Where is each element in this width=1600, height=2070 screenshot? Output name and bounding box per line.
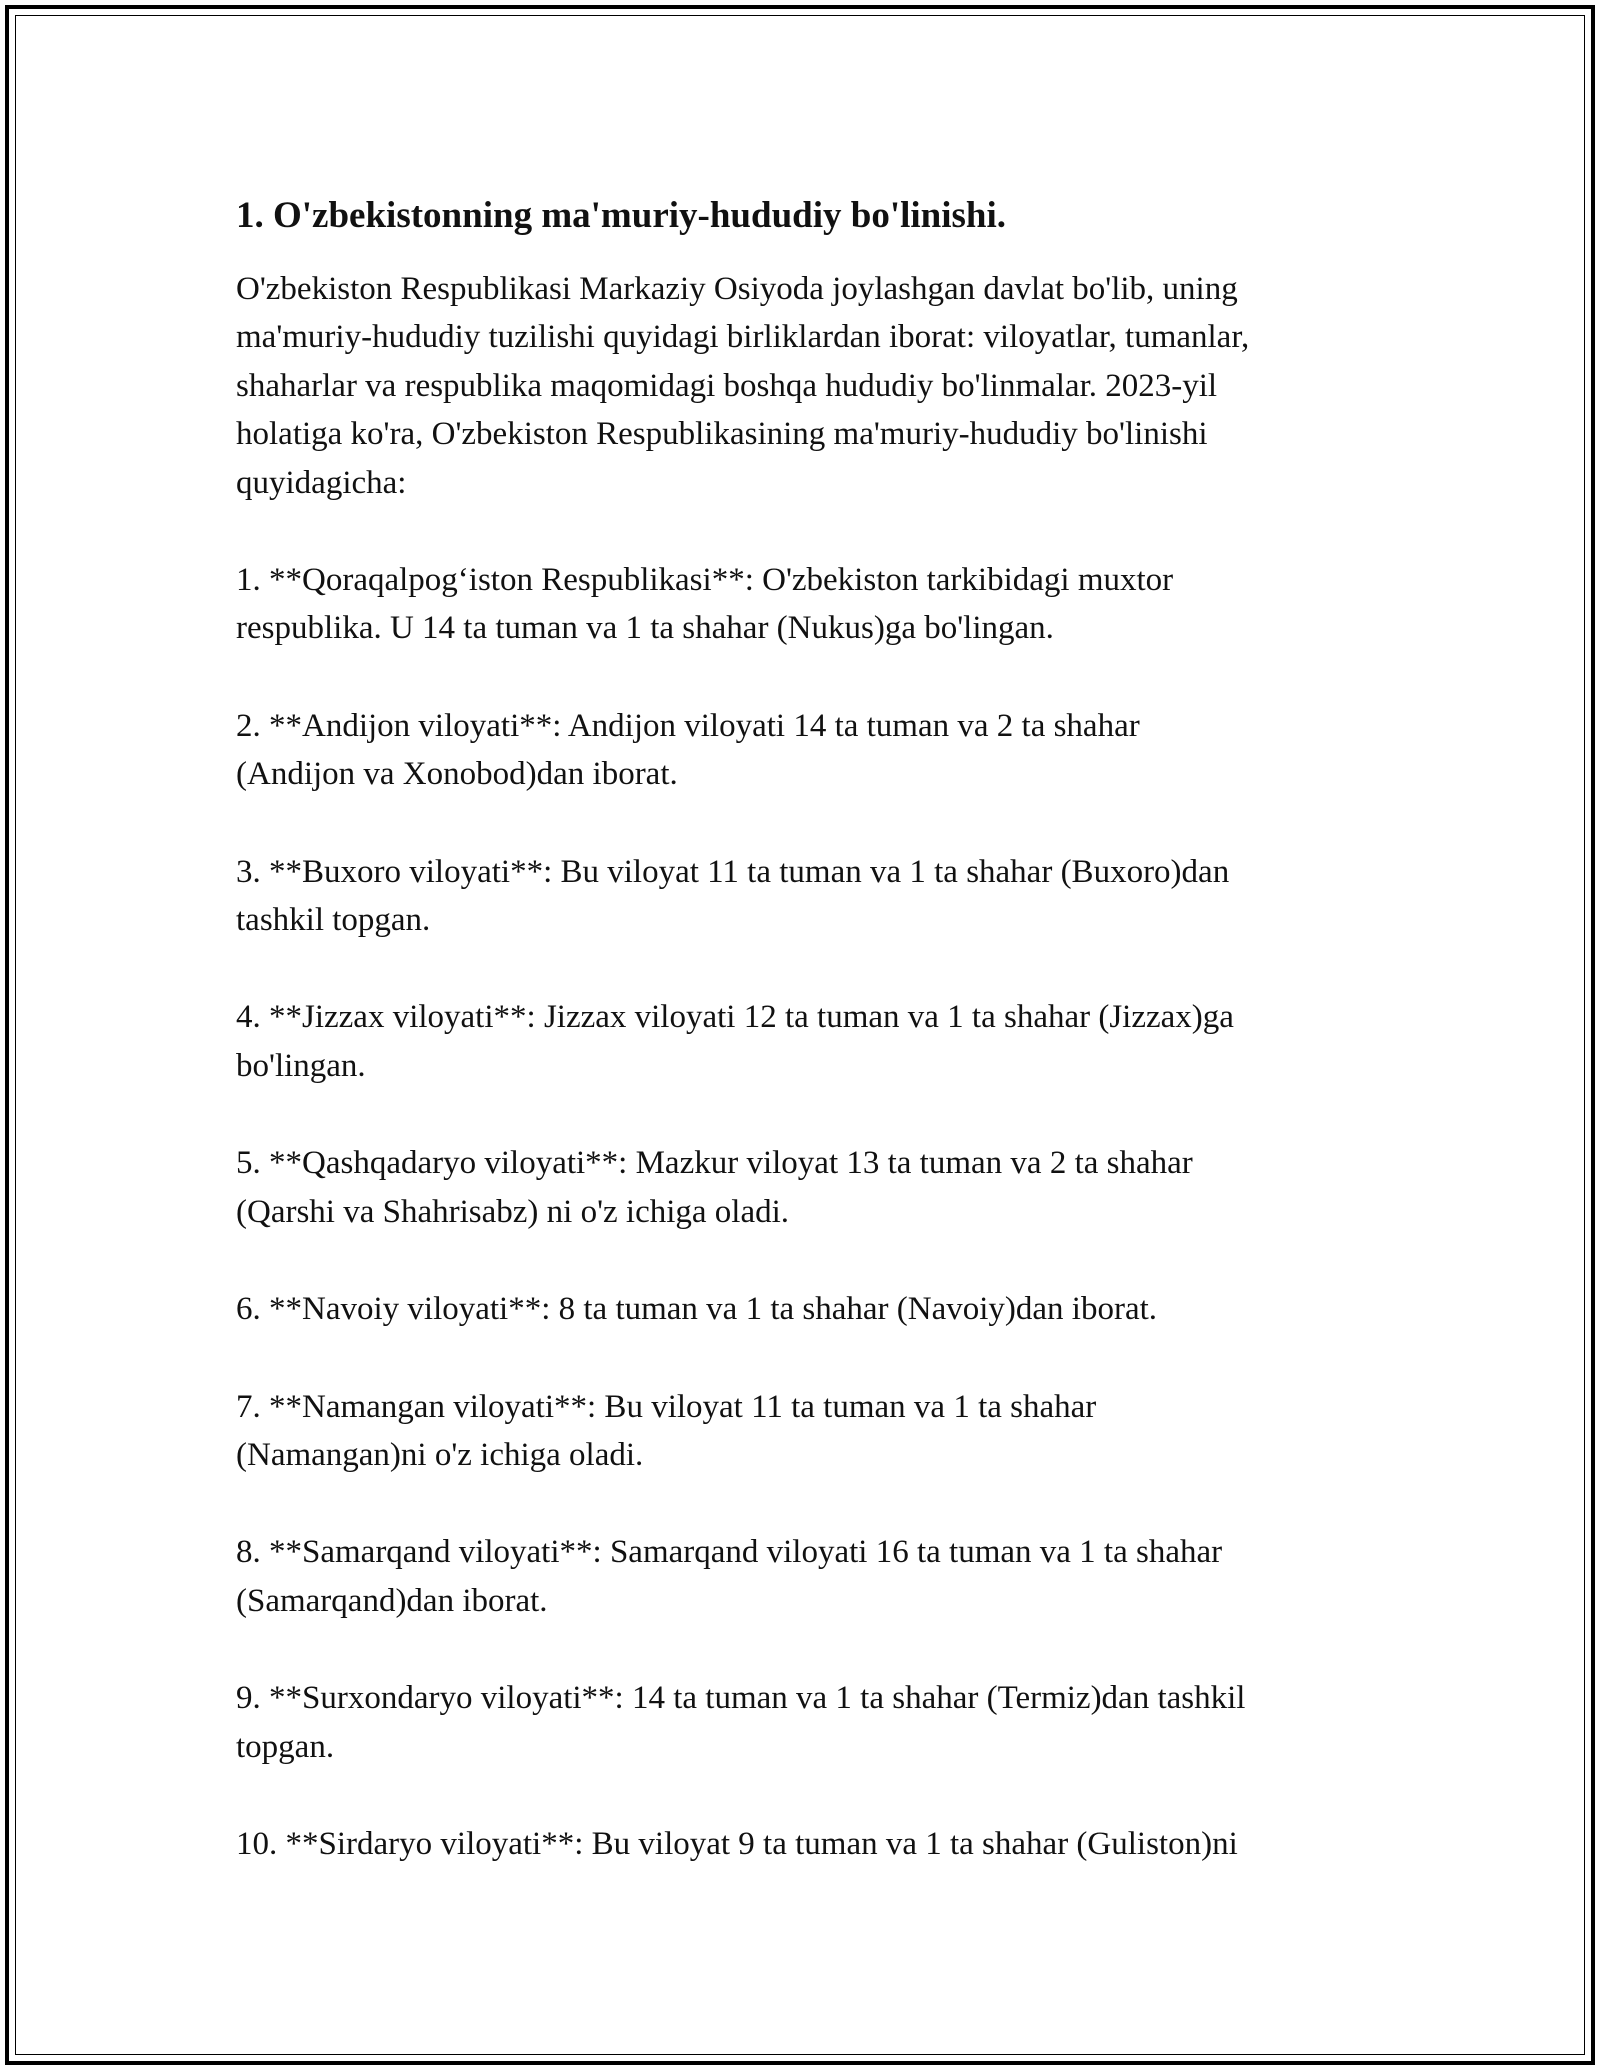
list-item-3: 3. **Buxoro viloyati**: Bu viloyat 11 ta tuman va 1 ta shahar (Buxoro)dan tashkil topgan.	[236, 853, 1230, 939]
list-item-5: 5. **Qashqadaryo viloyati**: Mazkur viloyat 13 ta tuman va 2 ta shahar (Qarshi va Shahrisabz) ni o'z ichiga oladi.	[236, 1145, 1193, 1230]
list-item-8: 8. **Samarqand viloyati**: Samarqand viloyati 16 ta tuman va 1 ta shahar (Samarqand)dan iborat.	[236, 1534, 1223, 1619]
list-item-2: 2. **Andijon viloyati**: Andijon viloyati 14 ta tuman va 2 ta shahar (Andijon va Xonobod)dan iborat.	[236, 707, 1140, 793]
document-body	[236, 188, 1386, 1868]
intro-paragraph: O'zbekiston Respublikasi Markaziy Osiyoda joylashgan davlat bo'lib, uning ma'muriy-hududiy tuzilishi quyidagi birliklardan iborat: viloyatlar, tumanlar, shaharlar va respublika maqomidagi boshqa hududiy bo'linmalar. 2023-yil holatiga ko'ra, O'zbekiston Respublikasining ma'muriy-hududiy bo'linishi quyidagicha:	[236, 271, 1250, 501]
list-item-9: 9. **Surxondaryo viloyati**: 14 ta tuman va 1 ta shahar (Termiz)dan tashkil topgan.	[236, 1680, 1246, 1765]
document-title: 1. O'zbekistonning ma'muriy-hududiy bo'linishi.	[236, 195, 1007, 236]
list-item-4: 4. **Jizzax viloyati**: Jizzax viloyati 12 ta tuman va 1 ta shahar (Jizzax)ga bo'lingan.	[236, 999, 1234, 1084]
list-item-6: 6. **Navoiy viloyati**: 8 ta tuman va 1 ta shahar (Navoiy)dan iborat.	[236, 1291, 1158, 1328]
region-list	[236, 556, 1386, 1868]
list-item-10: 10. **Sirdaryo viloyati**: Bu viloyat 9 ta tuman va 1 ta shahar (Guliston)ni	[236, 1825, 1238, 1862]
list-item-1: 1. **Qoraqalpog‘iston Respublikasi**: O'zbekiston tarkibidagi muxtor respublika. U 14 ta tuman va 1 ta shahar (Nukus)ga bo'lingan.	[236, 562, 1174, 647]
list-item-7: 7. **Namangan viloyati**: Bu viloyat 11 ta tuman va 1 ta shahar (Namangan)ni o'z ichiga oladi.	[236, 1388, 1097, 1473]
